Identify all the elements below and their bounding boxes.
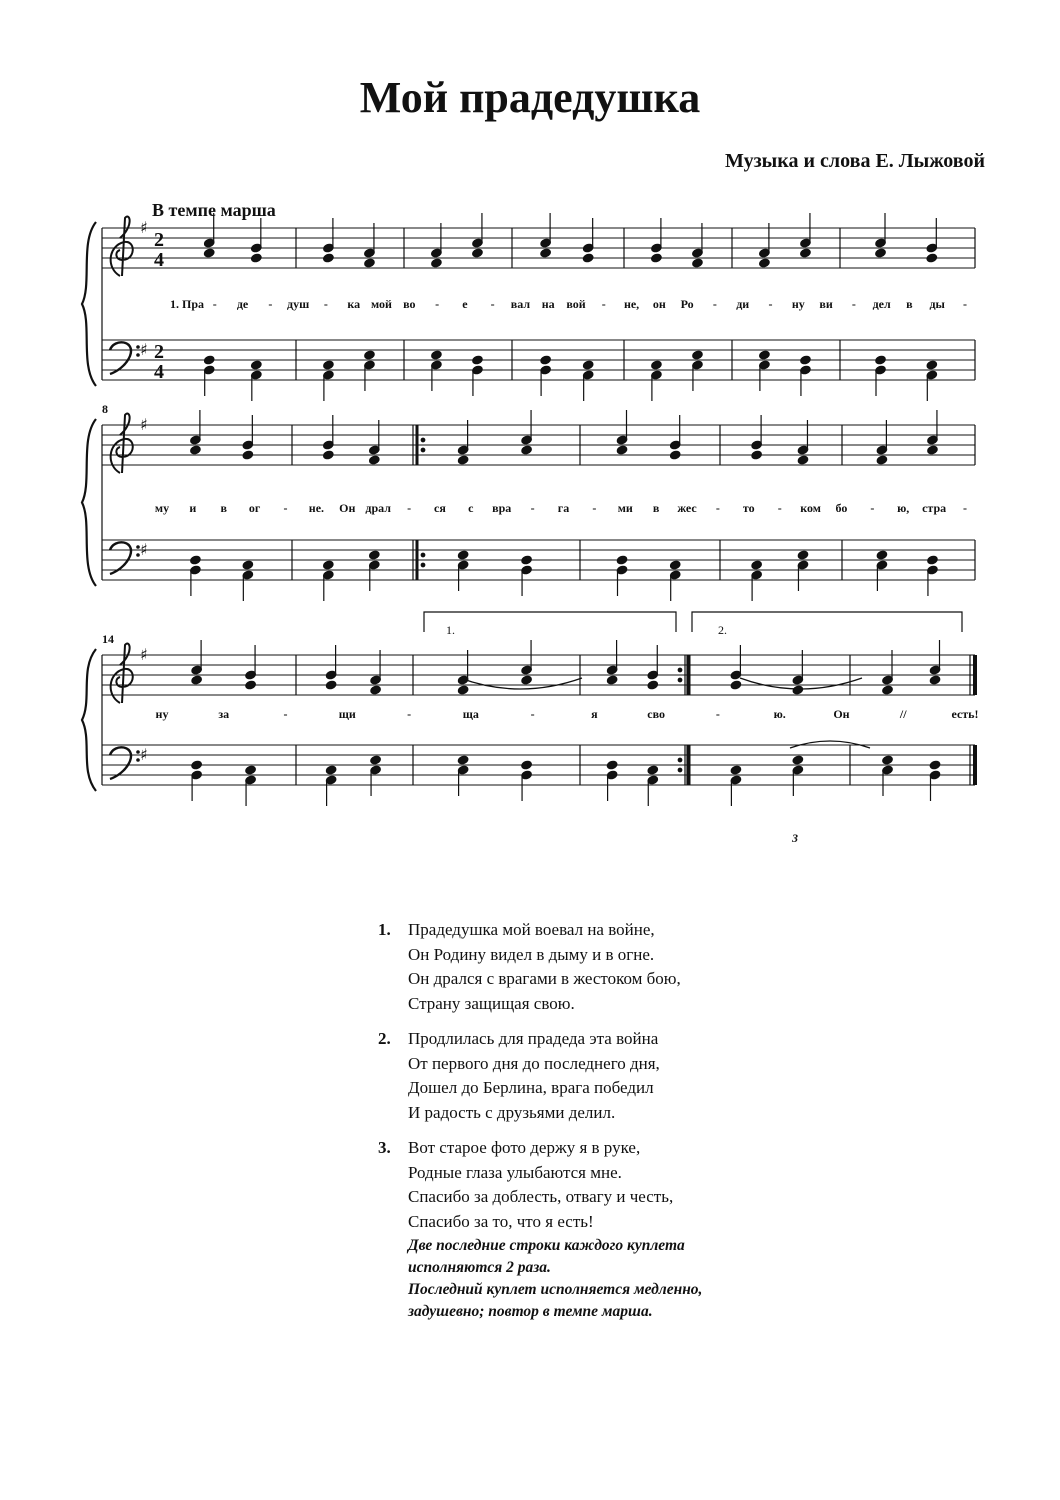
lyric-syllable: ви xyxy=(819,297,833,311)
note-head xyxy=(616,555,628,565)
note-head xyxy=(325,765,337,775)
lyric-syllable: ю. xyxy=(773,707,786,721)
verse-line: Вот старое фото держу я в руке, xyxy=(408,1138,641,1157)
repeat-dot xyxy=(678,678,682,682)
verse-line: Он Родину видел в дыму и в огне. xyxy=(408,944,655,964)
performance-note-line: Последний куплет исполняется медленно, xyxy=(408,1281,703,1298)
lyric-syllable: - xyxy=(530,707,535,721)
verses-block xyxy=(378,918,878,1245)
lyric-syllable: - xyxy=(283,501,288,515)
verse-number: 2. xyxy=(378,1029,391,1048)
verse-line: Прадедушка мой воевал на войне, xyxy=(408,920,655,939)
measure-number: 14 xyxy=(102,632,114,646)
lyric-syllable: ся xyxy=(434,501,446,515)
verse-text xyxy=(408,918,681,1016)
note-head xyxy=(540,248,552,258)
note-head xyxy=(797,550,809,560)
lyric-syllable: му xyxy=(154,501,170,515)
note-head xyxy=(250,360,262,370)
lyric-syllable: ды xyxy=(929,297,945,311)
lyric-syllable: то xyxy=(742,501,755,515)
note-head xyxy=(882,755,894,765)
note-head xyxy=(929,760,941,770)
note-head xyxy=(876,455,888,465)
brace xyxy=(82,419,96,586)
lyric-syllable: вра xyxy=(492,501,512,515)
lyric-syllable: - xyxy=(715,501,720,515)
lyric-syllable: е xyxy=(462,297,468,311)
lyric-syllable: де xyxy=(236,297,249,311)
lyric-syllable: ща xyxy=(462,707,479,721)
note-head xyxy=(692,350,704,360)
brace xyxy=(82,222,96,386)
lyric-syllable: бо xyxy=(835,501,848,515)
note-head xyxy=(616,445,628,455)
lyric-syllable: ми xyxy=(617,501,633,515)
note-head xyxy=(191,760,203,770)
note-head xyxy=(370,755,382,765)
note-head xyxy=(430,350,442,360)
note-head xyxy=(325,680,337,690)
note-head xyxy=(189,555,201,565)
verse xyxy=(378,1027,878,1125)
verse-line: Дошел до Берлина, врага победил xyxy=(408,1078,654,1097)
note-head xyxy=(242,560,254,570)
lyric-syllable: ну xyxy=(791,297,805,311)
note-head xyxy=(730,765,742,775)
note-head xyxy=(582,253,594,263)
lyric-syllable: - xyxy=(601,297,606,311)
lyric-syllable: - xyxy=(777,501,782,515)
lyric-syllable: // xyxy=(899,707,907,721)
note-head xyxy=(245,765,257,775)
lyric-syllable: - xyxy=(963,501,967,515)
lyric-syllable: - xyxy=(851,297,856,311)
lyric-syllable: жес xyxy=(677,501,697,515)
lyric-syllable: - xyxy=(712,297,717,311)
note-head xyxy=(472,248,484,258)
performance-note-line: задушевно; повтор в темпе марша. xyxy=(408,1303,653,1320)
note-head xyxy=(203,248,215,258)
verse-text xyxy=(408,1027,660,1125)
verse-text xyxy=(408,1136,673,1234)
lyric-syllable: и xyxy=(189,501,197,515)
brace xyxy=(82,649,96,791)
note-head xyxy=(203,355,215,365)
lyric-syllable: Он xyxy=(339,501,356,515)
time-sig-bottom: 4 xyxy=(154,361,164,383)
note-head xyxy=(191,675,203,685)
lyric-syllable: не. xyxy=(308,501,325,515)
lyric-syllable: - xyxy=(530,501,535,515)
note-head xyxy=(792,755,804,765)
verse-number: 1. xyxy=(378,920,391,939)
lyric-syllable: Он xyxy=(833,707,850,721)
bass-clef xyxy=(110,542,131,574)
lyric-syllable: - xyxy=(963,297,967,311)
time-sig-top: 2 xyxy=(154,341,164,363)
lyric-syllable: - xyxy=(212,297,217,311)
repeat-dot xyxy=(421,448,425,452)
lyric-syllable: дел xyxy=(872,297,891,311)
lyric-syllable: ну xyxy=(155,707,169,721)
lyric-syllable: - xyxy=(490,297,495,311)
tempo-marking: В темпе марша xyxy=(152,200,276,220)
note-head xyxy=(521,675,533,685)
note-head xyxy=(650,253,662,263)
note-head xyxy=(758,350,770,360)
verse-line: Спасибо за доблесть, отвагу и честь, xyxy=(408,1187,674,1206)
lyric-syllable: сво xyxy=(647,707,666,721)
lyric-syllable: вал xyxy=(510,297,531,311)
composer-credit: Музыка и слова Е. Лыжовой xyxy=(725,150,985,172)
note-head xyxy=(322,560,334,570)
key-sharp: ♯ xyxy=(140,745,148,764)
note-head xyxy=(457,685,469,695)
lyric-syllable: душ xyxy=(287,297,310,311)
repeat-dot xyxy=(678,758,682,762)
note-head xyxy=(457,455,469,465)
note-head xyxy=(797,455,809,465)
lyric-syllable: га xyxy=(557,501,570,515)
note-head xyxy=(521,555,533,565)
verse-line: От первого дня до последнего дня, xyxy=(408,1053,660,1073)
time-sig-top: 2 xyxy=(154,229,164,251)
lyric-syllable: щи xyxy=(338,707,356,721)
lyric-syllable: ди xyxy=(736,297,750,311)
key-sharp: ♯ xyxy=(140,340,148,359)
note-head xyxy=(370,685,382,695)
note-head xyxy=(882,685,894,695)
treble-clef xyxy=(111,644,133,703)
key-sharp: ♯ xyxy=(140,645,148,664)
note-head xyxy=(800,248,812,258)
repeat-dot xyxy=(678,668,682,672)
note-head xyxy=(792,685,804,695)
lyric-syllable: 1. Пра xyxy=(169,297,205,311)
performance-note-line: Две последние строки каждого куплета xyxy=(408,1237,685,1254)
note-head xyxy=(540,355,552,365)
verse-line: Спасибо за то, что я есть! xyxy=(408,1211,594,1231)
lyric-syllable: он xyxy=(652,297,666,311)
note-head xyxy=(521,760,533,770)
verse xyxy=(378,1136,878,1234)
lyric-syllable: в xyxy=(906,297,913,311)
volta-2-label: 2. xyxy=(718,623,727,637)
triplet-mark: 3 xyxy=(792,831,798,845)
note-head xyxy=(322,450,334,460)
note-head xyxy=(250,253,262,263)
volta-2 xyxy=(692,612,962,632)
note-head xyxy=(521,445,533,455)
lyric-syllable: - xyxy=(407,707,412,721)
note-head xyxy=(368,550,380,560)
lyric-syllable: мой xyxy=(371,297,392,311)
lyric-syllable: - xyxy=(870,501,875,515)
treble-clef xyxy=(111,414,133,473)
note-head xyxy=(926,360,938,370)
performance-notes xyxy=(408,1235,828,1323)
lyric-syllable: - xyxy=(592,501,597,515)
note-head xyxy=(927,445,939,455)
note-head xyxy=(929,675,941,685)
note-head xyxy=(242,450,254,460)
note-head xyxy=(730,680,742,690)
lyric-syllable: - xyxy=(268,297,273,311)
note-head xyxy=(751,560,763,570)
lyric-syllable: ог xyxy=(248,501,261,515)
measure-number: 8 xyxy=(102,402,108,416)
lyric-syllable: на xyxy=(541,297,555,311)
lyric-syllable: Ро xyxy=(680,297,694,311)
note-head xyxy=(800,355,812,365)
lyric-syllable: - xyxy=(435,297,440,311)
note-head xyxy=(875,355,887,365)
time-sig-bottom: 4 xyxy=(154,249,164,271)
lyric-syllable: - xyxy=(283,707,288,721)
note-head xyxy=(758,258,770,268)
note-head xyxy=(650,360,662,370)
note-head xyxy=(368,455,380,465)
repeat-dot xyxy=(421,563,425,567)
repeat-dot xyxy=(421,438,425,442)
note-head xyxy=(322,360,334,370)
key-sharp: ♯ xyxy=(140,540,148,559)
note-head xyxy=(322,253,334,263)
lyric-syllable: в xyxy=(652,501,660,515)
lyric-syllable: за xyxy=(218,707,230,721)
lyric-syllable: с xyxy=(468,501,474,515)
note-head xyxy=(647,765,659,775)
note-head xyxy=(245,680,257,690)
lyric-syllable: ком xyxy=(800,501,821,515)
bass-clef xyxy=(110,747,131,779)
lyric-syllable: вой xyxy=(566,297,586,311)
lyric-syllable: есть! xyxy=(951,707,979,721)
note-head xyxy=(457,550,469,560)
note-head xyxy=(876,550,888,560)
lyric-syllable: - xyxy=(715,707,720,721)
note-head xyxy=(606,760,618,770)
note-head xyxy=(669,560,681,570)
note-head xyxy=(457,755,469,765)
note-head xyxy=(692,258,704,268)
note-head xyxy=(875,248,887,258)
repeat-dot xyxy=(678,768,682,772)
verse-line: Он дрался с врагами в жестоком бою, xyxy=(408,969,681,988)
lyric-syllable: ка xyxy=(347,297,361,311)
bass-clef xyxy=(110,342,131,374)
treble-clef xyxy=(111,217,133,276)
note-head xyxy=(927,555,939,565)
lyric-syllable: во xyxy=(403,297,416,311)
key-sharp: ♯ xyxy=(140,218,148,237)
note-head xyxy=(606,675,618,685)
lyric-syllable: в xyxy=(220,501,228,515)
note-head xyxy=(430,258,442,268)
key-sharp: ♯ xyxy=(140,415,148,434)
verse-line: Родные глаза улыбаются мне. xyxy=(408,1162,622,1182)
volta-1-label: 1. xyxy=(446,623,455,637)
page-title: Мой прадедушка xyxy=(359,73,701,122)
note-head xyxy=(582,360,594,370)
volta-1 xyxy=(424,612,676,632)
note-head xyxy=(189,445,201,455)
note-head xyxy=(364,258,376,268)
lyric-syllable: - xyxy=(323,297,328,311)
note-head xyxy=(669,450,681,460)
note-head xyxy=(364,350,376,360)
verse xyxy=(378,918,878,1016)
lyric-syllable: - xyxy=(768,297,773,311)
repeat-dot xyxy=(421,553,425,557)
verse-line: Страну защищая свою. xyxy=(408,993,575,1013)
performance-note-line: исполняются 2 раза. xyxy=(408,1259,551,1276)
tie xyxy=(460,678,582,689)
lyric-syllable: не, xyxy=(623,297,640,311)
lyric-syllable: драл xyxy=(365,501,391,515)
lyric-syllable: стра xyxy=(922,501,947,515)
clefs xyxy=(82,217,164,791)
lyric-syllable: я xyxy=(591,707,598,721)
verse-line: Продлилась для прадеда эта война xyxy=(408,1029,659,1048)
note-head xyxy=(647,680,659,690)
note-head xyxy=(751,450,763,460)
note-head xyxy=(926,253,938,263)
verse-number: 3. xyxy=(378,1138,391,1157)
score-text xyxy=(102,297,979,845)
lyric-syllable: ю, xyxy=(897,501,910,515)
lyric-syllable: - xyxy=(407,501,412,515)
verse-line: И радость с друзьями делил. xyxy=(408,1102,616,1122)
note-head xyxy=(472,355,484,365)
